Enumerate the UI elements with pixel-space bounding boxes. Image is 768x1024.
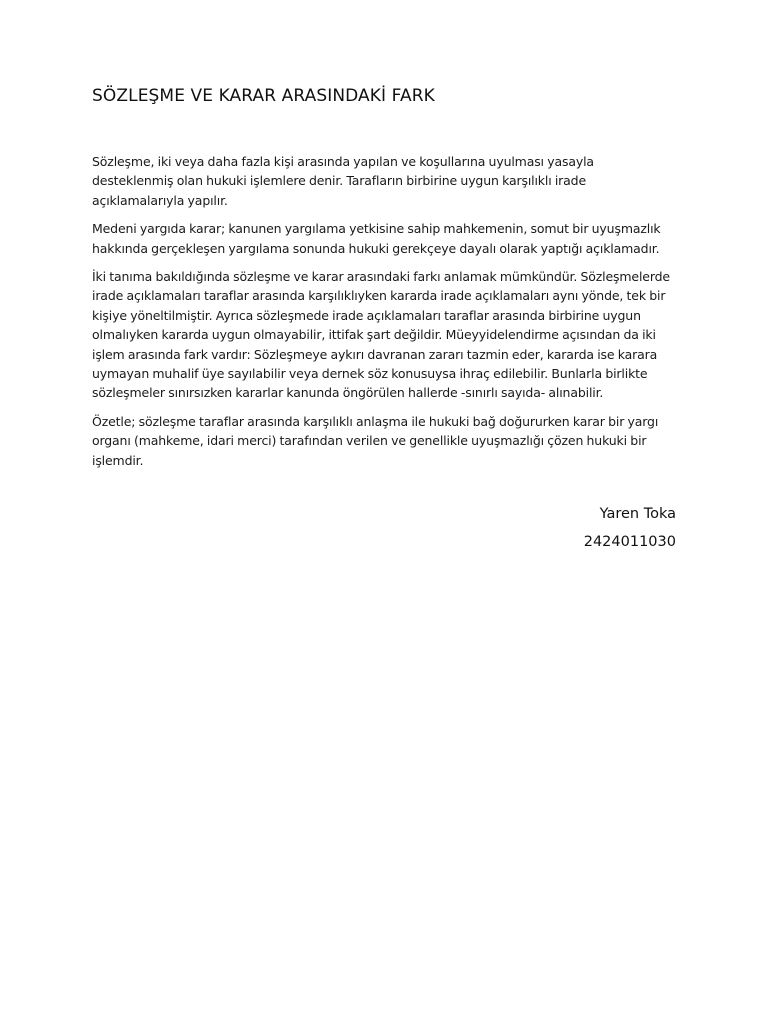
paragraph-comparison: İki tanıma bakıldığında sözleşme ve karar arasındaki farkı anlamak mümkündür. Sözleşmelerde irade açıklamaları taraflar arasında karşılıklıyken kararda irade açıklamaları aynı yönde, tek bir kişiye yöneltilmiştir. Ayrıca sözleşmede irade açıklamaları taraflar arasında birbirine uygun olmalıyken kararda uygun olmayabilir, ittifak şart değildir. Müeyyidelendirme açısından da iki işlem arasında fark vardır: Sözleşmeye aykırı davranan zararı tazmin eder, kararda ise karara uymayan muhalif üye sayılabilir veya dernek söz konusuysa ihraç edilebilir. Bunlarla birlikte sözleşmeler sınırsızken kararlar kanunda öngörülen hallerde -sınırlı sayıda- alınabilir. bbox=[92, 269, 670, 401]
document-page bbox=[92, 84, 676, 556]
document-title: SÖZLEŞME VE KARAR ARASINDAKİ FARK bbox=[92, 86, 435, 106]
author-name: Yaren Toka bbox=[599, 506, 676, 523]
paragraph-definition-decision: Medeni yargıda karar; kanunen yargılama yetkisine sahip mahkemenin, somut bir uyuşmazlık hakkında gerçekleşen yargılama sonunda hukuki gerekçeye dayalı olarak yaptığı açıklamadır. bbox=[92, 221, 661, 256]
student-number: 2424011030 bbox=[583, 534, 676, 551]
paragraph-summary: Özetle; sözleşme taraflar arasında karşılıklı anlaşma ile hukuki bağ doğururken karar bir yargı organı (mahkeme, idari merci) tarafından verilen ve genellikle uyuşmazlığı çözen hukuki bir işlemdir. bbox=[92, 413, 659, 468]
paragraph-definition-contract: Sözleşme, iki veya daha fazla kişi arasında yapılan ve koşullarına uyulması yasayla desteklenmiş olan hukuki işlemlere denir. Tarafların birbirine uygun karşılıklı irade açıklamalarıyla yapılır. bbox=[92, 154, 594, 208]
signature-block bbox=[92, 500, 676, 556]
